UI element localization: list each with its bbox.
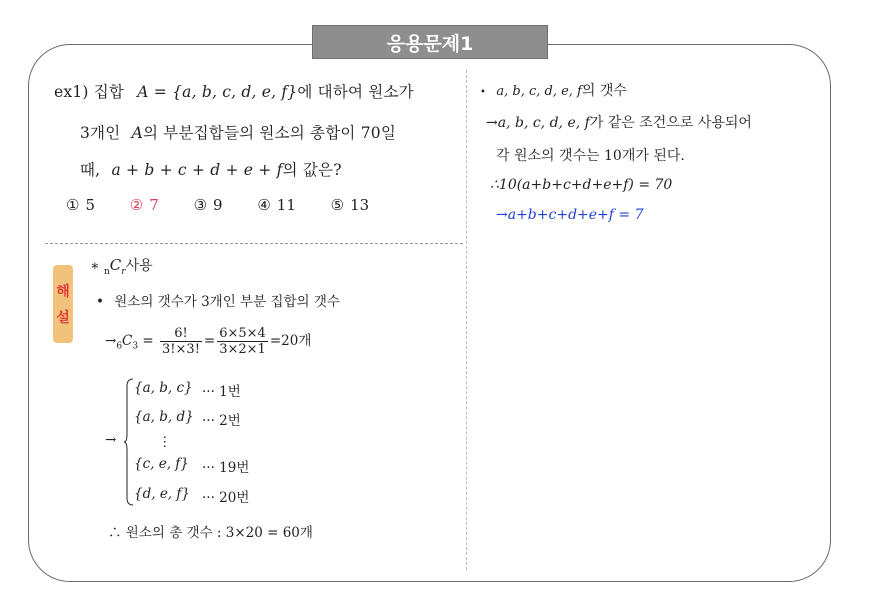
c-symbol: C — [122, 333, 133, 349]
calc-result: =20개 — [269, 333, 312, 349]
bullet-text: 원소의 갯수가 3개인 부분 집합의 갯수 — [114, 294, 340, 310]
right-line2-suffix: 가 같은 조건으로 사용되어 — [589, 115, 752, 131]
vertical-divider — [466, 70, 467, 570]
bullet-icon: • — [96, 294, 104, 310]
question-line-3 — [80, 158, 342, 180]
case-row-1: {a, b, c} ··· 1번 — [134, 380, 241, 400]
fraction-product: $\frac{6\times 5\times 4}{3\times 2\times 1}$ — [219, 326, 266, 357]
case-row-20: {d, e, f} ··· 20번 — [134, 486, 250, 506]
right-answer: →a+b+c+d+e+f = 7 — [496, 207, 644, 223]
choice-3[interactable]: ③ 9 — [193, 196, 223, 214]
question-suffix: 에 대하여 원소가 — [297, 83, 414, 101]
right-equation: ∴10(a+b+c+d+e+f) = 70 — [490, 177, 673, 193]
fraction-factorial: $\frac{6!}{3!\times 3!}$ — [162, 326, 200, 357]
answer-choices — [66, 196, 399, 214]
ncr-note: ∗ $_nC_r$사용 — [90, 256, 153, 277]
case-row-19: {c, e, f} ··· 19번 — [134, 456, 250, 476]
question-count: 3개인 — [80, 124, 121, 142]
question-ask: 의 값은? — [282, 161, 342, 179]
combination-calc: $\to_6C_3$ = $\frac{6!}{3!\times 3!}$ = $\frac{6\times 5\times 4}{3\times 2\times 1}$ =20개 — [105, 326, 312, 357]
set-variable: A — [131, 124, 143, 142]
ncr-note-text: 사용 — [125, 258, 153, 274]
horizontal-divider — [45, 243, 463, 244]
question-prefix: ex1) 집합 — [54, 83, 125, 101]
right-bullet-line — [480, 80, 627, 100]
solution-badge — [53, 265, 73, 343]
right-line1-suffix: 의 갯수 — [581, 83, 627, 99]
right-line-2 — [486, 112, 752, 132]
badge-char-bottom: 설 — [56, 310, 70, 326]
equals-sign-2: = — [203, 333, 216, 349]
choice-4[interactable]: ④ 11 — [257, 196, 296, 214]
bullet-subset-count — [96, 290, 340, 310]
total-count: ∴ 원소의 총 갯수 : 3×20 = 60개 — [108, 525, 313, 541]
choice-5[interactable]: ⑤ 13 — [330, 196, 370, 214]
sum-expression: a + b + c + d + e + f — [111, 161, 283, 179]
equals-sign: = — [142, 333, 154, 349]
case-row-ellipsis: ⋮ — [158, 434, 172, 450]
set-definition: A = {a, b, c, d, e, f} — [137, 83, 298, 101]
variable-list: a, b, c, d, e, f — [496, 84, 582, 99]
question-when: 때, — [80, 161, 101, 179]
choice-2[interactable]: ② 7 — [129, 196, 159, 214]
case-row-2: {a, b, d} ··· 2번 — [134, 409, 241, 429]
question-line-1 — [54, 80, 414, 102]
bullet-icon-right: • — [480, 87, 486, 98]
cases-arrow: → — [105, 432, 117, 448]
right-line-3: 각 원소의 갯수는 10개가 된다. — [496, 148, 685, 164]
variable-list-2: →a, b, c, d, e, f — [486, 115, 590, 131]
choice-1[interactable]: ① 5 — [66, 196, 95, 214]
ncr-star: ∗ — [90, 258, 100, 274]
page-title: 응용문제1 — [312, 25, 548, 59]
badge-char-top: 해 — [56, 284, 70, 300]
arrow-icon: → — [105, 333, 117, 349]
left-brace — [124, 378, 134, 506]
question-line-2 — [80, 121, 396, 143]
question-condition: 의 부분집합들의 원소의 총합이 70일 — [142, 124, 397, 142]
